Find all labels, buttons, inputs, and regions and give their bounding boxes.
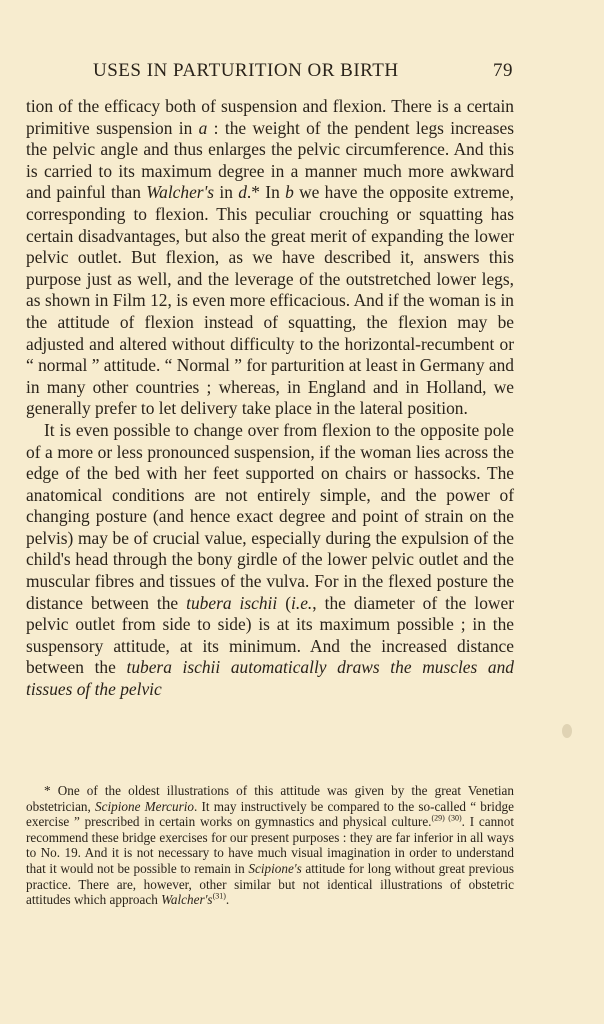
- fn-text-3: . I cannot recommend these bridge exercises for our present purposes : they are far inferior in all ways to No. 19. And it is not necessary to have much visual imagination in order to understand that it would not be possible to remain in: [26, 814, 515, 876]
- p2-text-1: It is even possible to change over from flexion to the opposite pole of a more or less pronounced suspension, if the woman lies across the edge of the bed with her feet supported on chairs or hassocks. The anatomical conditions are not entirely simple, and the power of changing posture (and hence exact degree and point of strain on the pelvis) may be of crucial value, especially during the expulsion of the child's head through the bony girdle of the lower pelvic outlet and the muscular fibres and tissues of the vulva. For in the flexed posture the distance between the: [26, 419, 514, 613]
- running-title: USES IN PARTURITION OR BIRTH: [93, 60, 399, 81]
- page-number: 79: [493, 60, 513, 81]
- p2-tubera-2: tubera ischii automatically draws the muscles and tissues of the pelvic: [26, 657, 514, 700]
- p2-ie: i.e.: [291, 592, 313, 613]
- fn-text-4: attitude for long without great previous practice. There are, however, other similar but not identical illustrations of obstetric attitudes which approach: [26, 860, 514, 908]
- p1-label-d: d: [238, 182, 247, 203]
- paper-smudge: [562, 724, 572, 738]
- fn-ref-2: (31): [212, 891, 226, 901]
- p1-text-5: we have the opposite extreme, corresponding to flexion. This peculiar crouching or squatting has certain disadvantages, but also the great merit of expanding the lower pelvic outlet. But flexion, as we have described it, answers this purpose just as well, and the leverage of the outstretched lower legs, as shown in Film 12, is even more efficacious. And if the woman is in the attitude of flexion instead of squatting, the flexion may be adjusted and altered without difficulty to the horizontal-recumbent or “ normal ” attitude. “ Normal ” for parturition at least in Germany and in many other countries ; whereas, in England and in Holland, we generally prefer to let delivery take place in the lateral position.: [26, 182, 514, 419]
- p1-label-b: b: [285, 182, 294, 203]
- paragraph-1: [26, 96, 514, 420]
- fn-walchers: Walcher's: [161, 892, 213, 908]
- p2-text-3: , the diameter of the lower pelvic outlet from side to side) is at its maximum possible ; in the suspensory attitude, at its minimum. And the increased distance between the: [26, 592, 514, 678]
- p2-text-2: (: [277, 592, 292, 613]
- footnote: [26, 783, 514, 908]
- p1-text-1: tion of the efficacy both of suspension and flexion. There is a certain primitive suspension in: [26, 96, 514, 138]
- fn-scipione: Scipione Mercurio: [95, 798, 194, 814]
- running-head: [93, 60, 513, 84]
- p2-tubera-1: tubera ischii: [186, 592, 278, 613]
- fn-text-2: . It may instructively be compared to the so-called “ bridge exercise ” prescribed in certain works on gymnastics and physical culture.: [26, 798, 514, 830]
- fn-text-1: * One of the oldest illustrations of this attitude was given by the great Venetian obstetrician,: [26, 783, 514, 814]
- fn-scipiones: Scipione's: [248, 860, 302, 876]
- p1-text-2: : the weight of the pendent legs increases the pelvic angle and thus enlarges the pelvic circumference. And this is carried to its maximum degree in a manner much more awkward and painful than: [26, 117, 515, 203]
- p1-label-a: a: [198, 117, 208, 138]
- body-text: [26, 96, 514, 701]
- paragraph-2: [26, 420, 514, 701]
- p1-walcher: Walcher's: [146, 182, 215, 203]
- p1-text-4: .* In: [246, 182, 286, 203]
- fn-ref-1: (29) (30): [431, 813, 462, 823]
- p1-text-3: in: [214, 182, 239, 203]
- fn-text-5: .: [225, 892, 230, 908]
